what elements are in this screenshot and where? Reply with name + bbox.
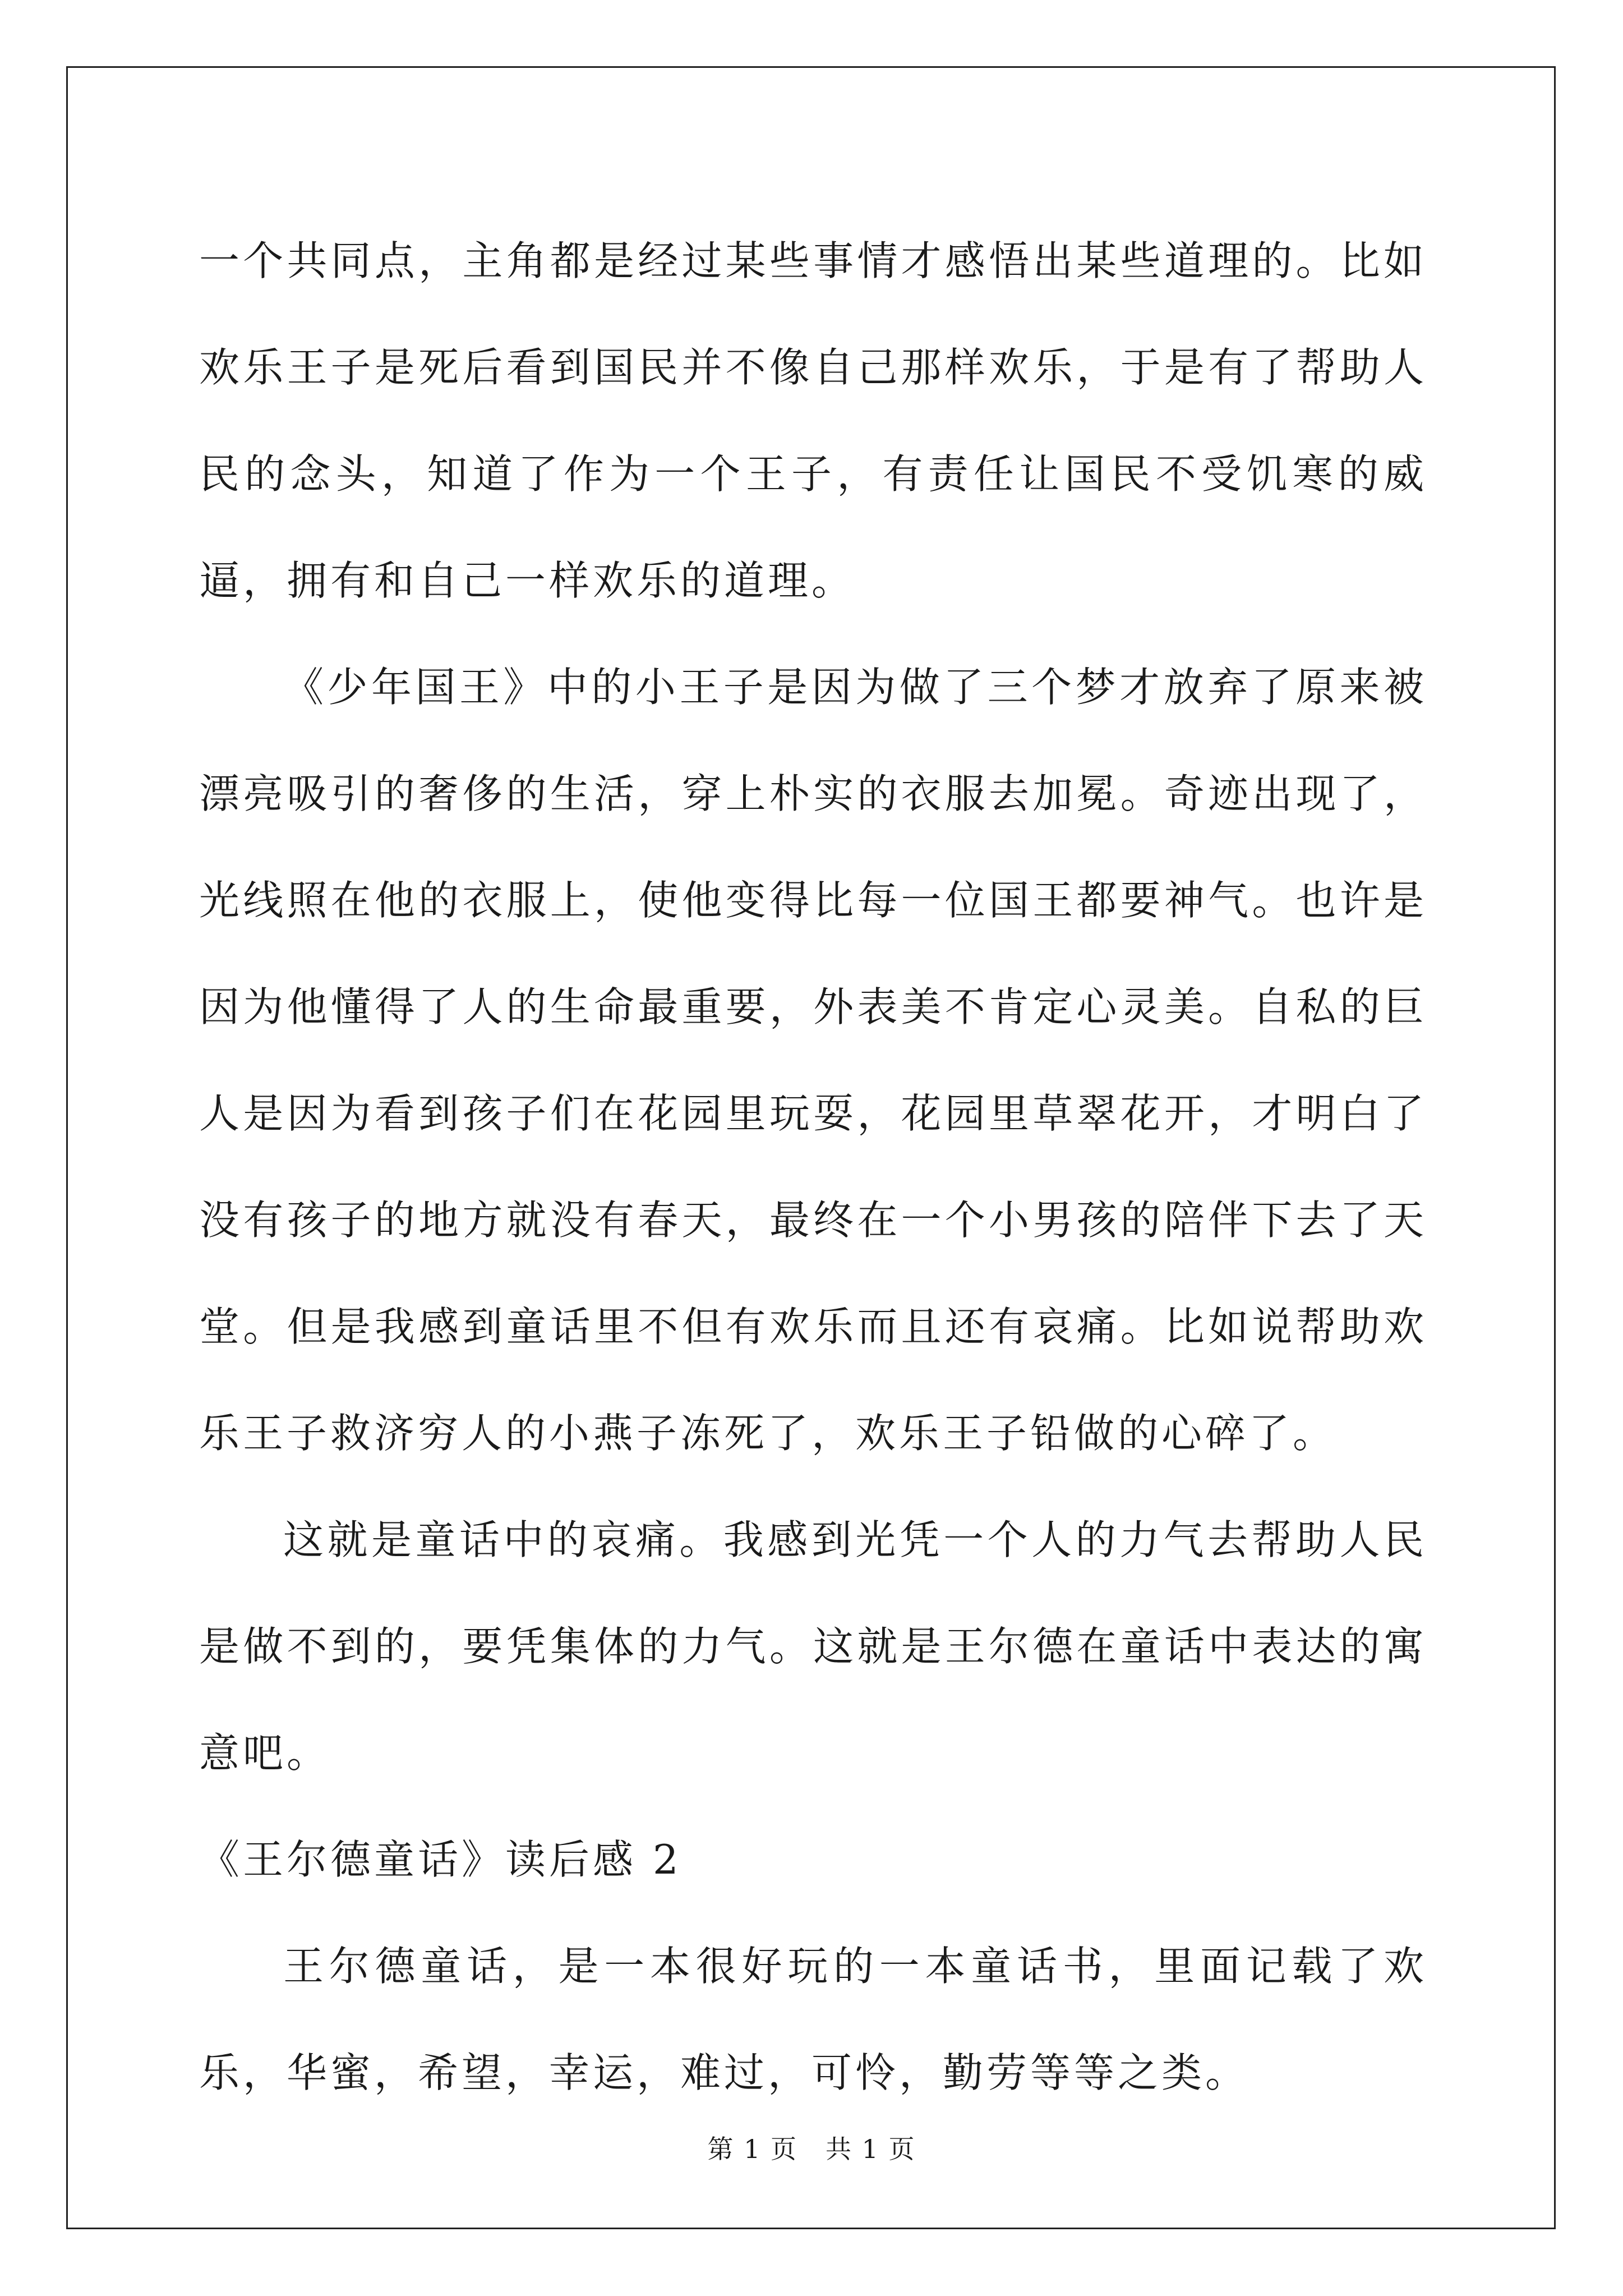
paragraph-1: 一个共同点，主角都是经过某些事情才感悟出某些道理的。比如欢乐王子是死后看到国民并不像自己那样欢乐，于是有了帮助人民的念头，知道了作为一个王子，有责任让国民不受饥寒的威逼，拥有和自己一样欢乐的道理。 [199,237,1427,604]
page-total: 共 1 页 [826,2134,916,2164]
paragraph-4: 王尔德童话，是一本很好玩的一本童话书，里面记载了欢乐，华蜜，希望，幸运，难过，可怜，勤劳等等之类。 [199,1943,1427,2096]
section-heading: 《王尔德童话》读后感 2 [199,1836,682,1883]
page-number: 第 1 页 [707,2134,797,2164]
paragraph-2: 《少年国王》中的小王子是因为做了三个梦才放弃了原来被漂亮吸引的奢侈的生活，穿上朴实的衣服去加冕。奇迹出现了，光线照在他的衣服上，使他变得比每一位国王都要神气。也许是因为他懂得了人的生命最重要，外表美不肯定心灵美。自私的巨人是因为看到孩子们在花园里玩耍，花园里草翠花开，才明白了没有孩子的地方就没有春天，最终在一个小男孩的陪伴下去了天堂。但是我感到童话里不但有欢乐而且还有哀痛。比如说帮助欢乐王子救济穷人的小燕子冻死了，欢乐王子铅做的心碎了。 [199,664,1427,1457]
page-footer [0,2129,1623,2166]
document-body [199,208,1427,2126]
paragraph-3: 这就是童话中的哀痛。我感到光凭一个人的力气去帮助人民是做不到的，要凭集体的力气。这就是王尔德在童话中表达的寓意吧。 [199,1516,1427,1777]
